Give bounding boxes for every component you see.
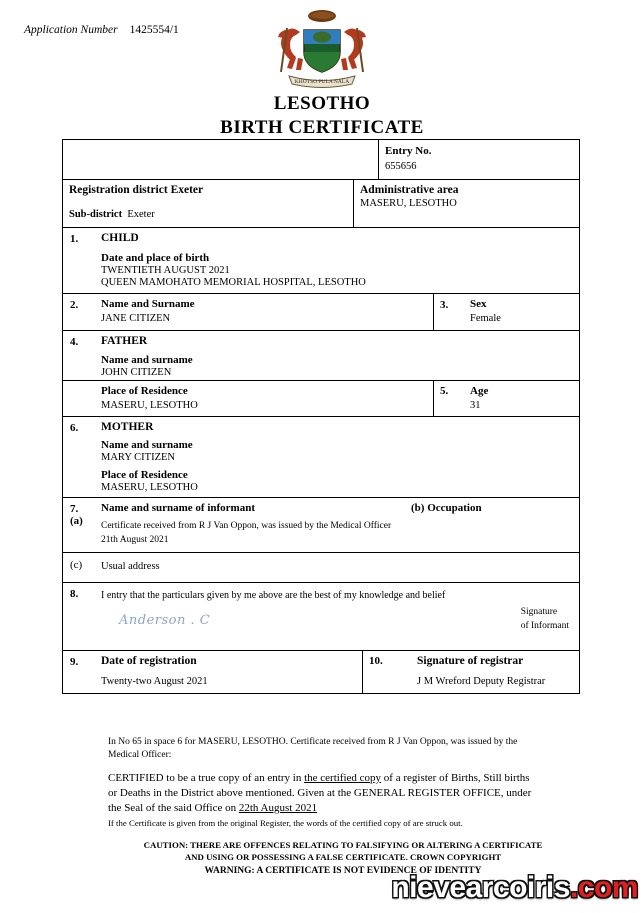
footer-note-line-1: In No 65 in space 6 for MASERU, LESOTHO. Certificate received from R J Van Oppon, was issued by the xyxy=(108,737,518,747)
declaration-number: 8. xyxy=(70,587,79,600)
certified-text-4: the Seal of the said Office on xyxy=(108,801,239,814)
child-sex-value: Female xyxy=(470,313,501,324)
registrar-label: Signature of registrar xyxy=(417,654,524,667)
administrative-area-value: MASERU, LESOTHO xyxy=(360,198,457,209)
father-age-cell xyxy=(434,381,579,416)
certified-text-1: CERTIFIED to be a true copy of an entry in xyxy=(108,771,305,784)
certified-text-2: of a register of Births, Still births xyxy=(381,771,530,784)
child-sex-cell xyxy=(434,294,579,330)
informant-details xyxy=(95,498,579,552)
child-dob-value: TWENTIETH AUGUST 2021 xyxy=(101,265,230,276)
registration-date-value: Twenty-two August 2021 xyxy=(101,675,208,687)
registrar-cell xyxy=(363,651,579,693)
mother-residence-value: MASERU, LESOTHO xyxy=(101,482,198,493)
informant-name-label: Name and surname of informant xyxy=(101,502,255,514)
child-name-number: 2. xyxy=(70,299,79,311)
father-residence-value: MASERU, LESOTHO xyxy=(101,400,198,411)
entry-number-row xyxy=(63,140,579,180)
certified-underline-2: 22th August 2021 xyxy=(238,801,318,814)
warning-line: WARNING: A CERTIFICATE IS NOT EVIDENCE OF IDENTITY xyxy=(204,866,482,877)
signature-label-line-2: of Informant xyxy=(520,620,569,631)
father-section-row xyxy=(63,331,579,381)
father-number: 4. xyxy=(70,336,79,348)
footer-note-line-2: Medical Officer: xyxy=(108,749,172,760)
child-name-row xyxy=(63,294,579,331)
father-details xyxy=(95,331,579,380)
administrative-area-label: Administrative area xyxy=(360,184,459,196)
father-name-value: JOHN CITIZEN xyxy=(101,367,172,378)
document-titles xyxy=(0,92,644,140)
father-age-label: Age xyxy=(470,385,489,397)
registration-district-cell xyxy=(63,180,354,227)
child-birthplace-value: QUEEN MAMOHATO MEMORIAL HOSPITAL, LESOTHO xyxy=(101,277,366,288)
sub-district-label: Sub-district xyxy=(69,209,123,220)
signature-label-line-1: Signature xyxy=(520,606,558,617)
entry-number-label: Entry No. xyxy=(385,145,432,157)
child-heading: CHILD xyxy=(101,232,139,244)
mother-name-value: MARY CITIZEN xyxy=(101,452,175,463)
usual-address-label: Usual address xyxy=(101,561,160,573)
child-name-value: JANE CITIZEN xyxy=(101,313,171,324)
caution-line-1: CAUTION: THERE ARE OFFENCES RELATING TO FALSIFYING OR ALTERING A CERTIFICATE xyxy=(143,839,543,850)
caution-block xyxy=(108,839,578,865)
sub-district xyxy=(69,209,347,220)
entry-number-value: 655656 xyxy=(385,161,417,172)
certificate-table xyxy=(62,139,580,694)
child-dob-label: Date and place of birth xyxy=(101,252,210,264)
signature-labels xyxy=(521,605,569,634)
child-number: 1. xyxy=(70,233,79,245)
usual-address-number: (c) xyxy=(70,558,83,571)
informant-occupation-label: (b) Occupation xyxy=(411,502,482,514)
father-age-value: 31 xyxy=(470,400,481,411)
sub-district-value: Exeter xyxy=(127,209,155,220)
entry-number-cell xyxy=(379,140,579,179)
application-number-label: Application Number xyxy=(24,24,118,36)
mother-section-row xyxy=(63,417,579,498)
watermark-name: nievearcoiris xyxy=(391,871,570,904)
mother-name-label: Name and surname xyxy=(101,439,193,451)
declaration-row xyxy=(63,583,579,651)
mother-number: 6. xyxy=(70,422,79,434)
registrar-content xyxy=(411,651,551,693)
application-number-value: 1425554/1 xyxy=(129,24,179,36)
certified-text-3: or Deaths in the District above mentioned. Given at the GENERAL REGISTER OFFICE, under xyxy=(108,786,532,799)
informant-detail-line-1: Certificate received from R J Van Oppon, was issued by the Medical Officer xyxy=(101,521,392,531)
registrar-number: 10. xyxy=(369,654,383,667)
registration-date-label: Date of registration xyxy=(101,654,197,667)
father-residence-number xyxy=(63,381,95,416)
father-heading: FATHER xyxy=(101,335,148,347)
svg-text:KHOTSO PULA NALA: KHOTSO PULA NALA xyxy=(294,79,350,85)
father-residence-label: Place of Residence xyxy=(101,385,188,397)
registration-district-row xyxy=(63,180,579,228)
watermark-tld: .com xyxy=(569,871,638,904)
registration-district-label: Registration district Exeter xyxy=(69,184,204,196)
informant-signature: Anderson . C xyxy=(119,612,211,628)
registration-date-cell xyxy=(95,651,363,693)
child-name-cell xyxy=(95,294,434,330)
mother-details xyxy=(95,417,579,497)
certified-statement xyxy=(108,771,578,817)
registration-date-row xyxy=(63,651,579,694)
document-title: BIRTH CERTIFICATE xyxy=(220,116,424,138)
father-residence-cell xyxy=(95,381,434,416)
registration-date-number: 9. xyxy=(70,655,79,668)
mother-residence-label: Place of Residence xyxy=(101,469,188,481)
certificate-footer xyxy=(108,736,578,877)
informant-row xyxy=(63,498,579,553)
father-age-content xyxy=(470,385,488,411)
child-sex-content xyxy=(470,298,501,325)
child-name-label: Name and Surname xyxy=(101,298,195,310)
country-title: LESOTHO xyxy=(273,93,371,114)
child-details xyxy=(95,228,579,293)
site-watermark xyxy=(391,871,638,905)
child-sex-label: Sex xyxy=(470,298,487,310)
struck-out-note: If the Certificate is given from the original Register, the words of the certified copy of are struck out. xyxy=(108,818,463,829)
entry-number-blank xyxy=(63,140,379,179)
father-name-label: Name and surname xyxy=(101,354,193,366)
mother-heading: MOTHER xyxy=(101,421,154,433)
father-residence-row xyxy=(63,381,579,417)
caution-line-2: AND USING OR POSSESSING A FALSE CERTIFICATE. CROWN COPYRIGHT xyxy=(184,852,502,863)
coat-of-arms-icon xyxy=(0,6,644,92)
child-sex-number: 3. xyxy=(440,299,449,311)
declaration-statement: I entry that the particulars given by me above are the best of my knowledge and belief xyxy=(101,589,446,601)
declaration-body xyxy=(95,583,579,650)
registrar-value: J M Wreford Deputy Registrar xyxy=(417,675,546,687)
father-age-number: 5. xyxy=(440,385,449,397)
informant-number: 7. (a) xyxy=(70,503,83,527)
administrative-area-cell xyxy=(354,180,579,227)
usual-address-row xyxy=(63,553,579,583)
informant-headers xyxy=(101,502,573,514)
informant-detail-line-2: 21th August 2021 xyxy=(101,534,169,545)
certified-underline-1: the certified copy xyxy=(304,771,382,784)
child-section-row xyxy=(63,228,579,294)
